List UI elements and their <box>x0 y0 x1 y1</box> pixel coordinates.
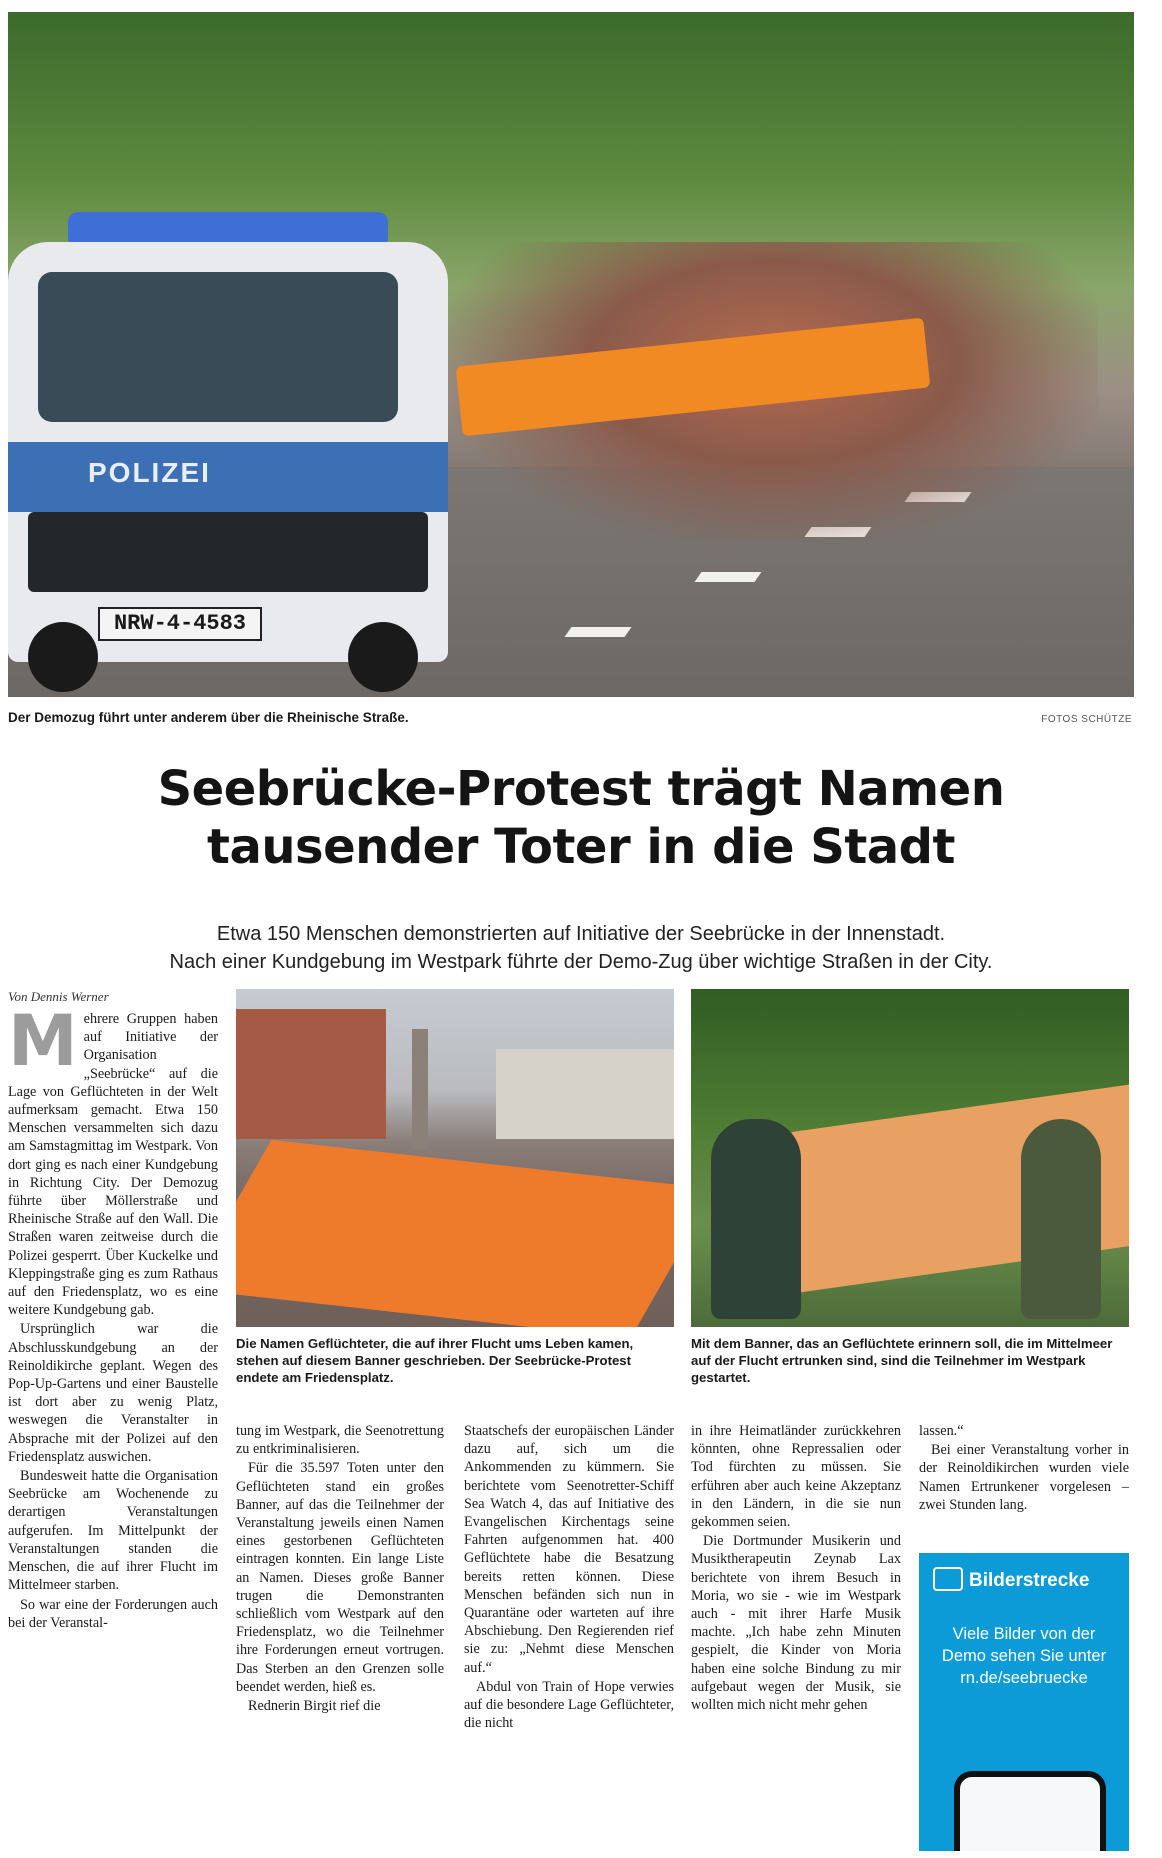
byline: Von Dennis Werner <box>8 989 109 1004</box>
paragraph: Für die 35.597 Toten unter den Geflüchteten stand ein großes Banner, auf das die Teilnehmer der Veranstaltung jeweils einen Namen eines gestorbenen Geflüchteten eintragen konnten. Ein lange Liste an Namen. Dieses große Banner trugen die Demonstranten schließlich vom Westpark auf den Friedensplatz, wo die Teilnehmer ihre Forderungen erneut vortrugen. Das Sterben an den Grenzen solle beendet werden, hieß es. <box>236 1460 444 1695</box>
names-banner <box>236 1140 674 1327</box>
column-monument <box>412 1029 428 1149</box>
person <box>1021 1119 1101 1319</box>
paragraph: Bundesweit hatte die Organisation Seebrücke am Wochenende zu derartigen Veranstaltungen aufgerufen. Im Mittelpunkt der Veranstaltungen standen die Menschen, die auf ihrer Flucht im Mittelmeer starben. <box>8 1468 218 1594</box>
headline-line: Seebrücke-Protest trägt Namen <box>157 761 1005 817</box>
headline <box>40 760 1122 876</box>
promo-title: Bilderstrecke <box>933 1569 1089 1593</box>
photo1-caption: Die Namen Geflüchteter, die auf ihrer Flucht ums Leben kamen, stehen auf diesem Banner geschrieben. Der Seebrücke-Protest endete am Friedensplatz. <box>236 1336 634 1385</box>
drop-cap: M <box>8 1000 78 1082</box>
gallery-icon <box>933 1567 963 1591</box>
paragraph: in ihre Heimatländer zurückkehren könnten, ohne Repressalien oder Tod fürchten zu müssen. Sie erführen aber auch keine Akzeptanz in den Ländern, in die sie nun gekommen seien. <box>691 1423 901 1531</box>
wheel <box>28 622 98 692</box>
license-plate: NRW-4-4583 <box>98 607 262 641</box>
paragraph: tung im Westpark, die Seenotrettung zu entkriminalisieren. <box>236 1423 444 1458</box>
paragraph: Ursprünglich war die Abschlusskundgebung an der Reinoldikirche geplant. Wegen des Pop-Up-Gartens und einer Baustelle ist dort aber zu wenig Platz, weswegen die Veranstalter in Absprache mit der Polizei auf den Friedensplatz auswichen. <box>8 1321 218 1465</box>
article-column-4 <box>691 1422 901 1715</box>
hero-photo <box>8 12 1134 697</box>
paragraph: Rednerin Birgit rief die <box>248 1698 381 1715</box>
article-column-1 <box>8 1000 218 1633</box>
van-label: POLIZEI <box>88 457 211 488</box>
article-column-5 <box>919 1422 1129 1515</box>
paragraph: Die Dortmunder Musikerin und Musiktherapeutin Zeynab Lax berichtete von ihrem Besuch in Moria, wo sie - wie im Westpark auch - mit ihrer Harfe Musik machte. „Ich habe zehn Minuten gespielt, die Kinder von Moria haben eine solche Bindung zu mir aufgebaut wegen der Musik, sie wollten mich nicht mehr gehen <box>691 1533 901 1714</box>
promo-text: Viele Bilder von der Demo sehen Sie unter rn.de/seebruecke <box>941 1625 1107 1687</box>
photo-credit: FOTOS SCHÜTZE <box>1041 714 1132 725</box>
paragraph: lassen.“ <box>919 1423 964 1439</box>
gallery-promo-box[interactable] <box>919 1553 1129 1851</box>
subhead-line: Etwa 150 Menschen demonstrierten auf Initiative der Seebrücke in der Innenstadt. <box>216 923 946 945</box>
wheel <box>348 622 418 692</box>
lane-marking <box>694 572 761 582</box>
police-van <box>8 212 468 672</box>
hero-caption: Der Demozug führt unter anderem über die Rheinische Straße. <box>8 710 409 725</box>
photo2-caption: Mit dem Banner, das an Geflüchtete erinnern soll, die im Mittelmeer auf der Flucht ertrunken sind, sind die Teilnehmer im Westpark gestartet. <box>691 1336 1113 1385</box>
photo-westpark <box>691 989 1129 1327</box>
photo-friedensplatz <box>236 989 674 1327</box>
person <box>711 1119 801 1319</box>
smartphone-icon <box>954 1771 1106 1851</box>
article-column-3 <box>464 1422 674 1733</box>
paragraph: Abdul von Train of Hope verwies auf die besondere Lage Geflüchteter, die nicht <box>464 1678 674 1732</box>
headline-line: tausender Toter in die Stadt <box>207 819 955 875</box>
windshield <box>38 272 398 422</box>
paragraph: Staatschefs der europäischen Länder dazu auf, sich um die Ankommenden zu kümmern. Sie berichtete vom Seenotretter-Schiff Sea Watch 4, das auf Initiative des Evangelischen Kirchentags seine Fahrten aufgenommen hat. 400 Geflüchtete habe die Besatzung bereits retten können. Diese Menschen befänden sich nun in Quarantäne oder warteten auf ihre Abschiebung. Den Regierenden rief sie zu: „Nehmt diese Menschen auf.“ <box>464 1423 674 1676</box>
article-column-2 <box>236 1422 444 1716</box>
paragraph: So war eine der Forderungen auch bei der Veranstal- <box>8 1596 218 1631</box>
paragraph: Bei einer Veranstaltung vorher in der Reinoldikirchen wurden viele Namen Ertrunkener vorgelesen – zwei Stunden lang. <box>919 1442 1129 1513</box>
subheadline <box>40 920 1122 976</box>
lane-marking <box>564 627 631 637</box>
subhead-line: Nach einer Kundgebung im Westpark führte der Demo-Zug über wichtige Straßen in der City. <box>169 951 993 973</box>
paragraph: Mehrere Gruppen haben auf Initiative der Organisation „Seebrücke“ auf die Lage von Geflüchteten in der Welt aufmerksam gemacht. Etwa 150 Menschen versammelten sich dazu am Samstagmittag im Westpark. Von dort ging es nach einer Kundgebung in Richtung City. Der Demozug führte über Möllerstraße und Rheinische Straße auf den Wall. Die Straßen waren zeitweise durch die Polizei gesperrt. Über Kuckelke und Kleppingstraße ging es zum Rathaus auf den Friedensplatz, wo es eine weitere Kundgebung gab. <box>8 1000 218 1319</box>
